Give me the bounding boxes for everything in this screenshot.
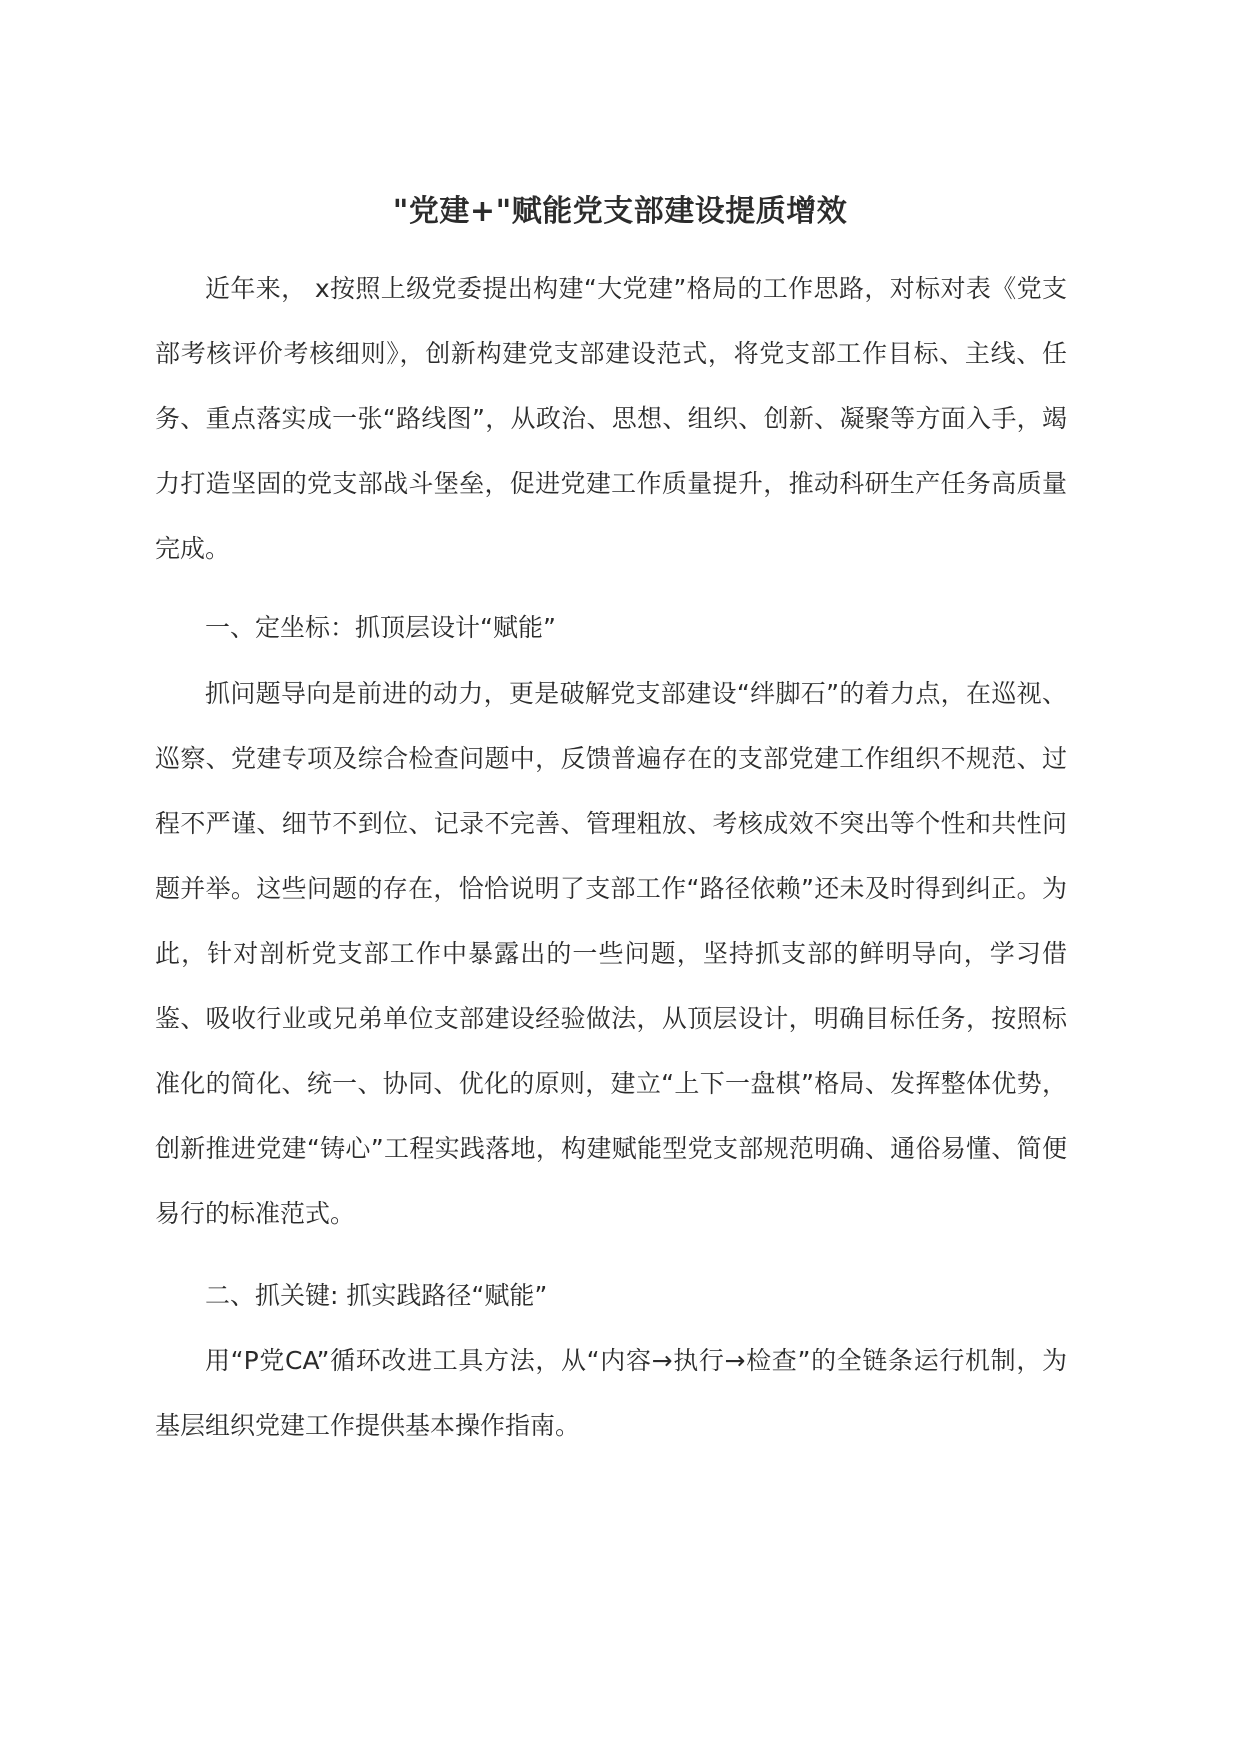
paragraph-section-2: 用“P党CA”循环改进工具方法，从“内容→执行→检查”的全链条运行机制，为基层组织党建工作提供基本操作指南。 xyxy=(155,1346,1067,1440)
section-heading-1: 一、定坐标：抓顶层设计“赋能” xyxy=(205,613,556,642)
document-title: "党建+"赋能党支部建设提质增效 xyxy=(392,194,848,229)
paragraph-section-1: 抓问题导向是前进的动力，更是破解党支部建设“绊脚石”的着力点，在巡视、巡察、党建专项及综合检查问题中，反馈普遍存在的支部党建工作组织不规范、过程不严谨、细节不到位、记录不完善、管理粗放、考核成效不突出等个性和共性问题并举。这些问题的存在，恰恰说明了支部工作“路径依赖”还未及时得到纠正。为此，针对剖析党支部工作中暴露出的一些问题，坚持抓支部的鲜明导向，学习借鉴、吸收行业或兄弟单位支部建设经验做法，从顶层设计，明确目标任务，按照标准化的简化、统一、协同、优化的原则，建立“上下一盘棋”格局、发挥整体优势，创新推进党建“铸心”工程实践落地，构建赋能型党支部规范明确、通俗易懂、简便易行的标准范式。 xyxy=(155,679,1067,1228)
section-heading-2: 二、抓关键: 抓实践路径“赋能” xyxy=(205,1281,548,1310)
paragraph-intro: 近年来， x按照上级党委提出构建“大党建”格局的工作思路，对标对表《党支部考核评价考核细则》，创新构建党支部建设范式，将党支部工作目标、主线、任务、重点落实成一张“路线图”，从政治、思想、组织、创新、凝聚等方面入手，竭力打造坚固的党支部战斗堡垒，促进党建工作质量提升，推动科研生产任务高质量完成。 xyxy=(155,274,1067,563)
